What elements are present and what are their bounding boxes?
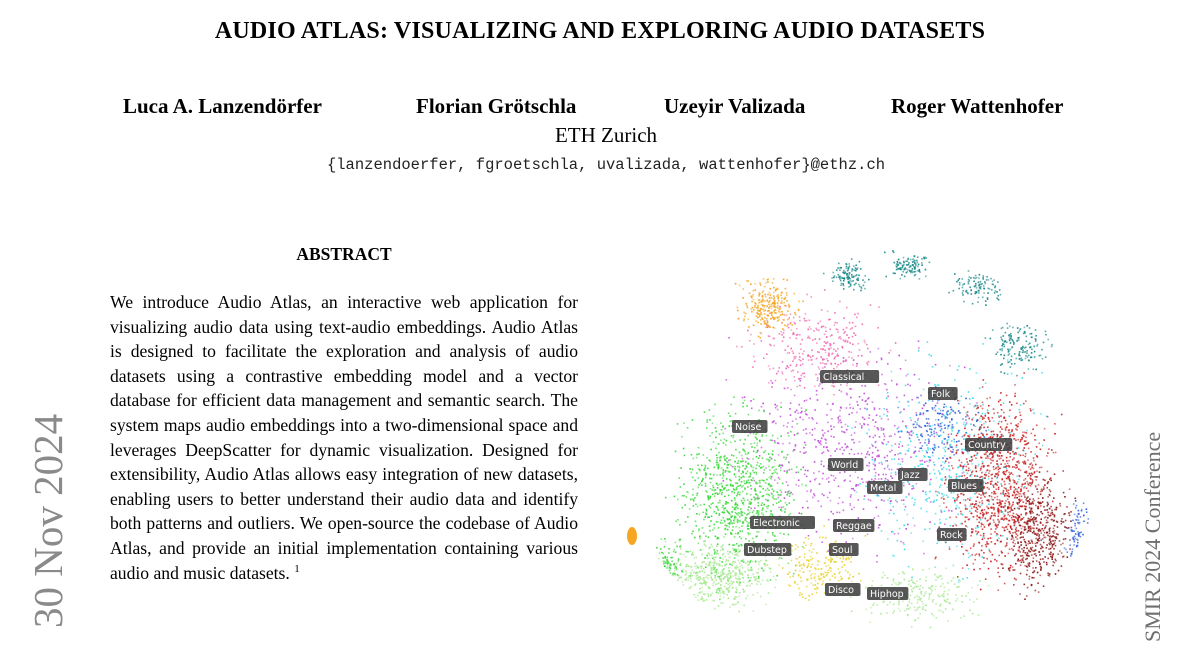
genre-label: [750, 516, 815, 529]
genre-label: [829, 543, 859, 556]
genre-label: [898, 468, 928, 481]
author-list: [0, 94, 1200, 122]
embedding-scatter-figure: [618, 236, 1104, 646]
genre-label: [828, 458, 864, 471]
author-name: Uzeyir Valizada: [664, 94, 806, 118]
affiliation: ETH Zurich: [554, 123, 658, 147]
arxiv-side-date: 30 Nov 2024: [25, 413, 71, 628]
genre-label: [820, 370, 879, 383]
genre-label: [732, 420, 768, 433]
author-name: Florian Grötschla: [416, 94, 577, 118]
genre-label: [867, 587, 908, 600]
genre-label: [948, 479, 984, 492]
conference-side-label: SMIR 2024 Conference: [1140, 431, 1165, 642]
scatter-points: [627, 250, 1089, 628]
abstract-paragraph: We introduce Audio Atlas, an interactive web application for visualizing audio data using text-audio embeddings. Audio Atlas is designed to facilitate the exploration and analysis of audio datasets using a contrastive embedding model and a vector database for efficient data management and semantic search. The system maps audio embeddings into a two-dimensional space and leverages DeepScatter for dynamic visualization. Designed for extensibility, Audio Atlas allows easy integration of new datasets, enabling users to better understand their audio data and identify both patterns and outliers. We open-source the codebase of Audio Atlas, and provide an initial implementation containing various audio and music datasets.: [110, 292, 578, 583]
genre-label: [833, 519, 874, 532]
paper-title: AUDIO ATLAS: VISUALIZING AND EXPLORING AUDIO DATASETS: [214, 18, 986, 44]
author-name: Roger Wattenhofer: [891, 94, 1064, 118]
abstract-text: [110, 290, 578, 585]
genre-label: [965, 438, 1012, 451]
outlier-cluster: [627, 527, 637, 545]
genre-label: [937, 528, 967, 541]
embedding-scatter-plot: [618, 236, 1104, 646]
author-emails: {lanzendoerfer, fgroetschla, uvalizada, wattenhofer}@ethz.ch: [326, 156, 886, 174]
author-name: Luca A. Lanzendörfer: [123, 94, 322, 118]
genre-label: [744, 543, 791, 556]
genre-label: [825, 583, 861, 596]
genre-label: [867, 481, 903, 494]
abstract-heading: ABSTRACT: [296, 244, 392, 264]
footnote-marker: 1: [294, 562, 300, 575]
genre-label: [928, 387, 958, 400]
